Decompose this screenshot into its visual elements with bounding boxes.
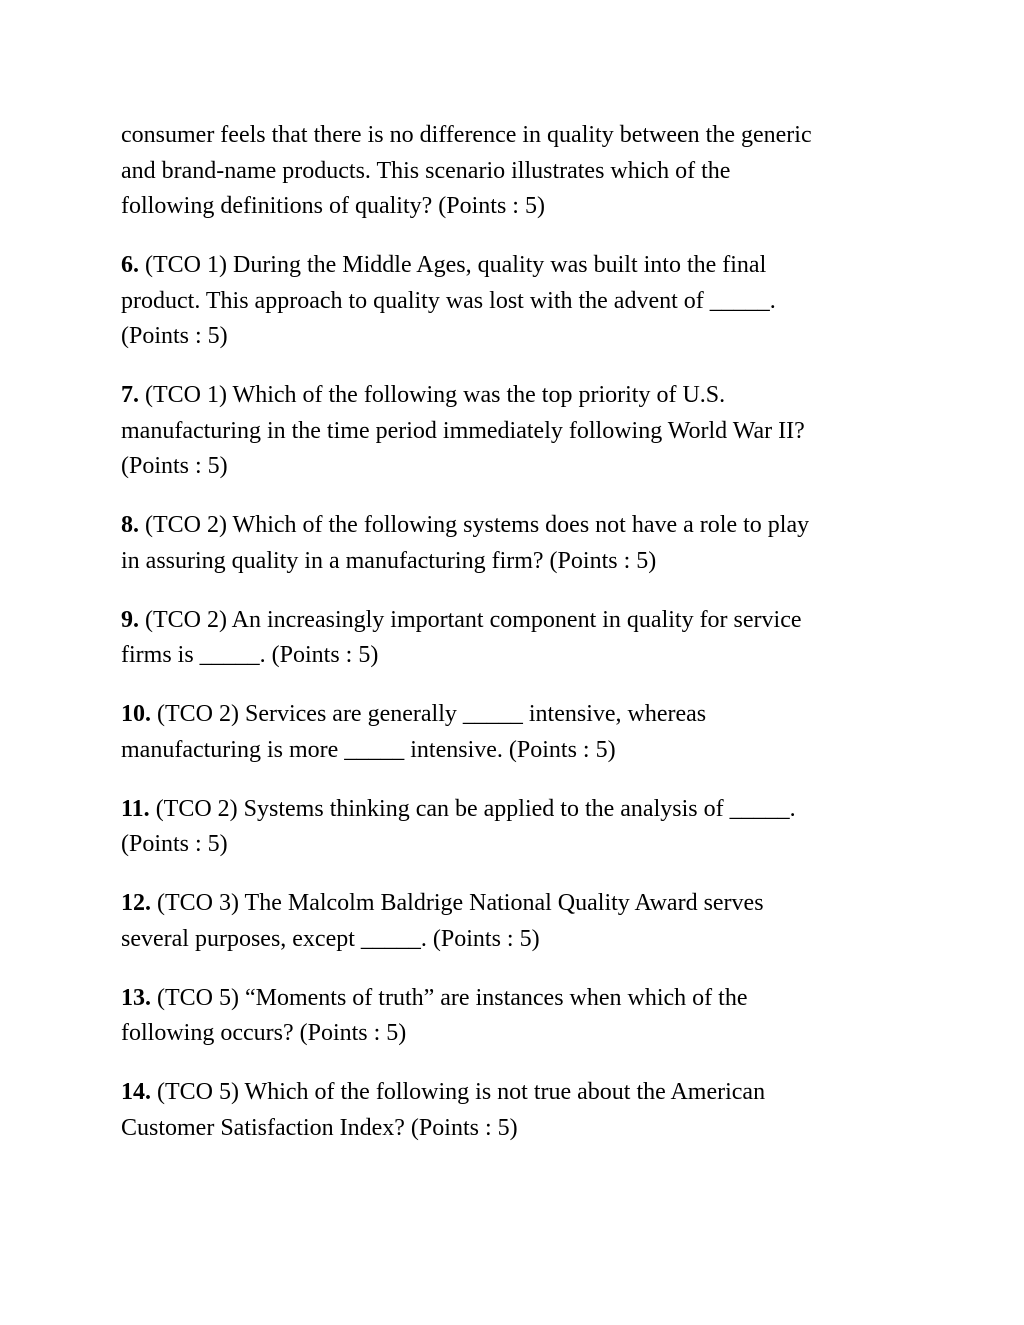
question-first-line [121, 886, 901, 922]
text-line: product. This approach to quality was lost with the advent of _____. [121, 287, 776, 314]
question-number: 11. [121, 795, 150, 822]
question-6 [121, 248, 901, 355]
question-first-line [121, 697, 901, 733]
question-first-line [121, 603, 901, 639]
text-line: and brand-name products. This scenario illustrates which of the [121, 157, 731, 184]
question-8 [121, 508, 901, 579]
text-line: (Points : 5) [121, 831, 228, 857]
text-line: following occurs? (Points : 5) [121, 1020, 407, 1046]
question-14 [121, 1075, 901, 1146]
question-number: 10. [121, 701, 151, 727]
text-line: manufacturing is more _____ intensive. (Points : 5) [121, 736, 616, 763]
question-number: 7. [121, 382, 139, 408]
text-line: Customer Satisfaction Index? (Points : 5) [121, 1114, 518, 1141]
question-text: (TCO 1) Which of the following was the top priority of U.S. [139, 382, 726, 408]
text-line: in assuring quality in a manufacturing firm? (Points : 5) [121, 547, 657, 574]
question-text: (TCO 5) “Moments of truth” are instances when which of the [151, 984, 748, 1011]
question-first-line [121, 792, 901, 828]
question-7 [121, 378, 901, 485]
question-13 [121, 981, 901, 1052]
question-first-line [121, 508, 901, 544]
text-line: manufacturing in the time period immediately following World War II? [121, 417, 805, 444]
question-number: 14. [121, 1079, 151, 1105]
question-text: (TCO 2) Services are generally _____ intensive, whereas [151, 701, 707, 727]
question-number: 6. [121, 252, 139, 278]
question-12 [121, 886, 901, 957]
text-line: several purposes, except _____. (Points : 5) [121, 925, 540, 952]
text-line: (Points : 5) [121, 453, 228, 479]
question-text: (TCO 5) Which of the following is not true about the American [151, 1079, 766, 1105]
text-line: firms is _____. (Points : 5) [121, 642, 379, 668]
question-number: 8. [121, 512, 139, 538]
question-text: (TCO 3) The Malcolm Baldrige National Quality Award serves [151, 890, 764, 916]
question-text: (TCO 2) Which of the following systems does not have a role to play [139, 512, 810, 538]
question-number: 9. [121, 606, 139, 633]
question-10 [121, 697, 901, 768]
question-number: 13. [121, 984, 151, 1011]
question-first-line [121, 1075, 901, 1111]
question-first-line [121, 248, 901, 284]
question-text: (TCO 2) Systems thinking can be applied to the analysis of _____. [149, 795, 796, 822]
text-line: following definitions of quality? (Points : 5) [121, 193, 545, 219]
question-9 [121, 603, 901, 674]
question-11 [121, 792, 901, 863]
document-page [121, 118, 901, 1170]
question-text: (TCO 1) During the Middle Ages, quality was built into the final [139, 252, 767, 278]
text-line: (Points : 5) [121, 323, 228, 349]
question-first-line [121, 378, 901, 414]
question-number: 12. [121, 890, 151, 916]
question-text: (TCO 2) An increasingly important component in quality for service [139, 606, 802, 633]
text-line: consumer feels that there is no difference in quality between the generic [121, 122, 812, 148]
intro-paragraph [121, 118, 901, 225]
question-first-line [121, 981, 901, 1017]
